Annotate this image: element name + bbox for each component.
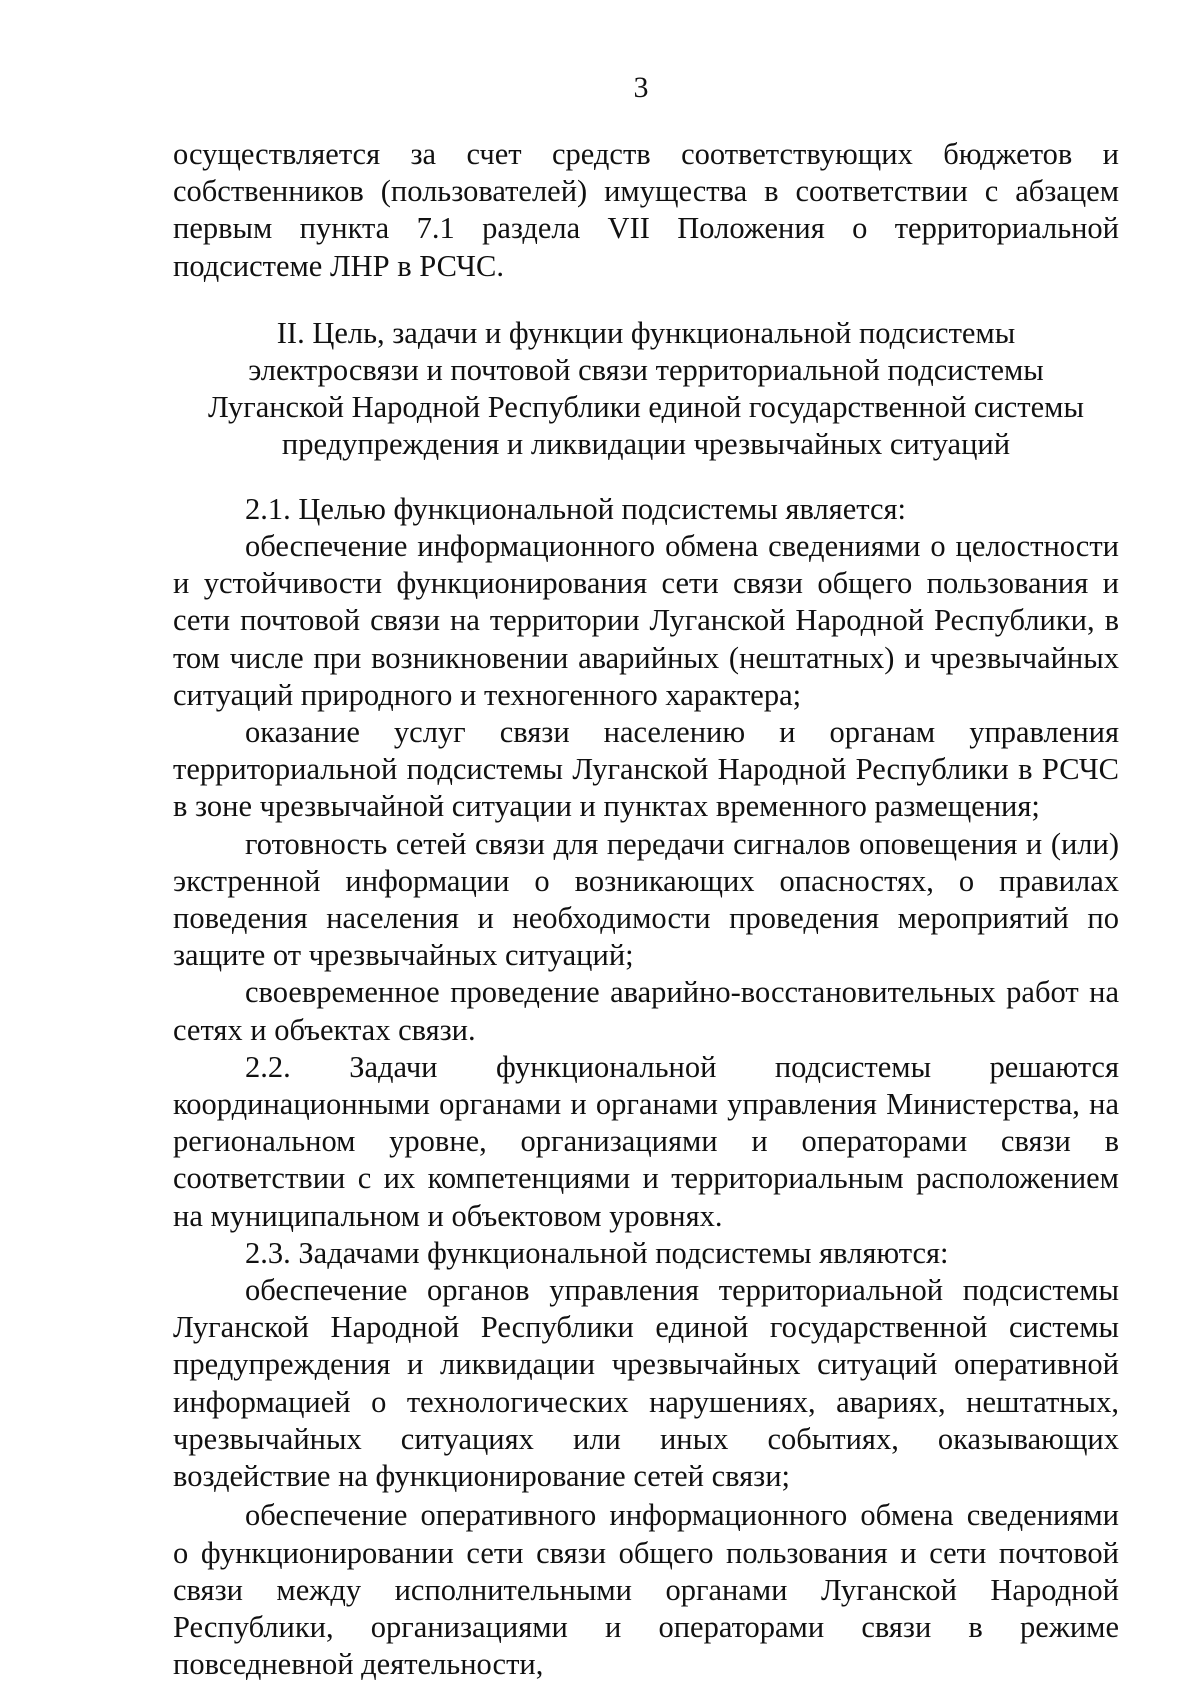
section-heading-line: электросвязи и почтовой связи территориальной подсистемы [248,352,1044,387]
paragraph-task-info-exchange: обеспечение оперативного информационного обмена сведениями о функционировании сети связи общего пользования и сети почтовой связи между исполнительными органами Луганской Народной Республики, организациями и операторами связи в режиме повседневной деятельности, [173,1498,1119,1682]
section-heading-line: II. Цель, задачи и функции функциональной подсистемы [276,315,1016,350]
paragraph-goal-readiness: готовность сетей связи для передачи сигналов оповещения и (или) экстренной информации о возникающих опасностях, о правилах поведения населения и необходимости проведения мероприятий по защите от чрезвычайных ситуаций; [173,826,1119,973]
paragraph-2-1: 2.1. Целью функциональной подсистемы является: [245,491,906,526]
section-heading-line: предупреждения и ликвидации чрезвычайных ситуаций [281,426,1011,461]
paragraph-2-2: 2.2. Задачи функциональной подсистемы решаются координационными органами и органами управления Министерства, на региональном уровне, организациями и операторами связи в соответствии с их компетенциями и территориальным расположением на муниципальном и объектовом уровнях. [173,1049,1119,1233]
paragraph-task-operational-info: обеспечение органов управления территориальной подсистемы Луганской Народной Республики единой государственной системы предупреждения и ликвидации чрезвычайных ситуаций оперативной информацией о технологических нарушениях, авариях, нештатных, чрезвычайных ситуациях или иных событиях, оказывающих воздействие на функционирование сетей связи; [173,1273,1119,1494]
paragraph-2-3: 2.3. Задачами функциональной подсистемы являются: [245,1235,949,1270]
section-heading-line: Луганской Народной Республики единой государственной системы [208,389,1084,424]
intro-paragraph: осуществляется за счет средств соответствующих бюджетов и собственников (пользователей) имущества в соответствии с абзацем первым пункта 7.1 раздела VII Положения о территориальной подсистеме ЛНР в РСЧС. [173,137,1119,283]
page-number: 3 [633,71,649,104]
document-body [173,136,1119,1683]
paragraph-goal-info-exchange: обеспечение информационного обмена сведениями о целостности и устойчивости функционирования сети связи общего пользования и сети почтовой связи на территории Луганской Народной Республики, в том числе при возникновении аварийных (нештатных) и чрезвычайных ситуаций природного и техногенного характера; [173,529,1119,712]
paragraph-goal-recovery: своевременное проведение аварийно-восстановительных работ на сетях и объектах связи. [173,975,1119,1047]
section-heading [173,315,1119,463]
paragraph-goal-services: оказание услуг связи населению и органам управления территориальной подсистемы Луганской Народной Республики в РСЧС в зоне чрезвычайной ситуации и пунктах временного размещения; [173,715,1119,824]
